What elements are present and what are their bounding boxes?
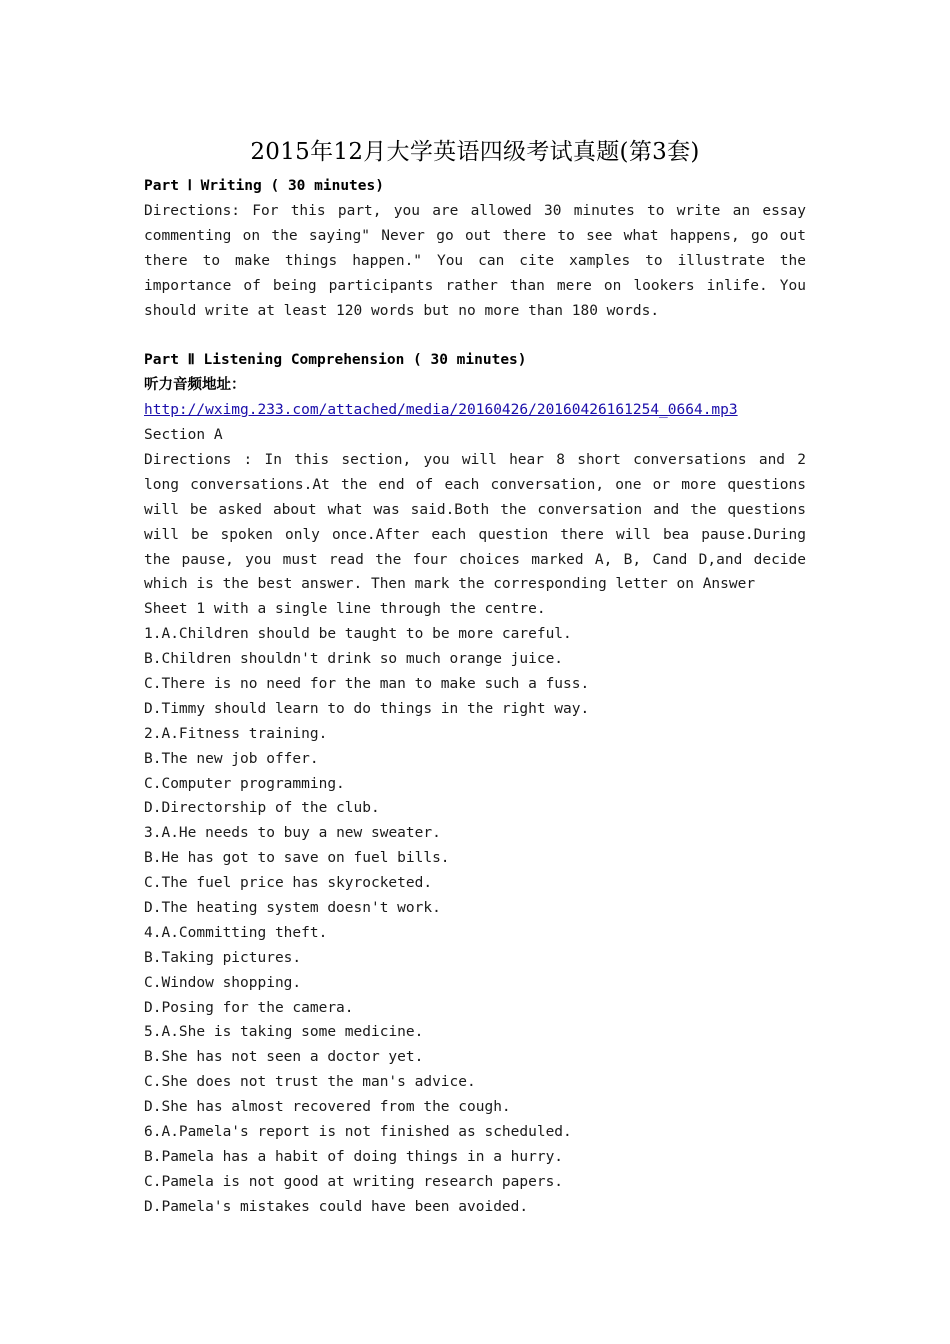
question-number: 4.: [144, 924, 162, 941]
question-option: [144, 971, 806, 996]
option-text: A.Children should be taught to be more careful.: [161, 626, 572, 643]
question-option: [144, 1145, 806, 1170]
option-text: B.He has got to save on fuel bills.: [144, 850, 450, 867]
audio-link-row: [144, 398, 806, 423]
question-option: [144, 1195, 806, 1220]
question-option: [144, 921, 806, 946]
question-option: [144, 1120, 806, 1145]
option-text: D.Timmy should learn to do things in the right way.: [144, 700, 590, 717]
option-text: C.The fuel price has skyrocketed.: [144, 875, 433, 892]
question-number: 2.: [144, 725, 162, 742]
question-option: [144, 722, 806, 747]
option-text: D.Posing for the camera.: [144, 999, 354, 1016]
question-option: [144, 622, 806, 647]
question-option: [144, 672, 806, 697]
option-text: A.Fitness training.: [161, 725, 328, 742]
option-text: A.Pamela's report is not finished as scheduled.: [161, 1124, 572, 1141]
option-text: C.Pamela is not good at writing research papers.: [144, 1173, 564, 1190]
option-text: C.She does not trust the man's advice.: [144, 1074, 476, 1091]
part-1-directions: Directions: For this part, you are allowed 30 minutes to write an essay commenting on the saying" Never go out there to see what happens, go out there to make things happen." You can cite xamples to illustrate the importance of being participants rather than mere on lookers inlife. You should write at least 120 words but no more than 180 words.: [144, 202, 806, 319]
question-option: [144, 647, 806, 672]
option-text: C.Window shopping.: [144, 974, 302, 991]
option-text: B.Children shouldn't drink so much orange juice.: [144, 651, 564, 668]
section-a-directions: Directions : In this section, you will hear 8 short conversations and 2 long conversations.At the end of each conversation, one or more questions will be asked about what was said.Both the conversation and the questions will be spoken only once.After each question there will bea pause.During the pause, you must read the four choices marked A, B, Cand D,and decide which is the best answer. Then mark the corresponding letter on Answer: [144, 451, 806, 593]
question-number: 1.: [144, 626, 162, 643]
part-2-heading: Part Ⅱ Listening Comprehension ( 30 minutes): [144, 352, 527, 369]
question-option: [144, 1095, 806, 1120]
question-option: [144, 846, 806, 871]
option-text: A.Committing theft.: [161, 924, 328, 941]
spacer: [144, 323, 806, 348]
section-heading: Section A: [144, 426, 223, 443]
option-text: D.Pamela's mistakes could have been avoided.: [144, 1198, 529, 1215]
question-option: [144, 747, 806, 772]
option-text: D.She has almost recovered from the cough.: [144, 1099, 511, 1116]
option-text: B.Pamela has a habit of doing things in a hurry.: [144, 1148, 564, 1165]
question-number: 3.: [144, 825, 162, 842]
option-text: D.The heating system doesn't work.: [144, 900, 441, 916]
question-option: [144, 871, 806, 896]
question-option: [144, 697, 806, 722]
question-option: [144, 996, 806, 1021]
question-list: [144, 622, 806, 1219]
question-number: 6.: [144, 1124, 162, 1141]
option-text: C.There is no need for the man to make such a fuss.: [144, 675, 590, 692]
question-option: [144, 1070, 806, 1095]
section-a-directions-end: Sheet 1 with a single line through the centre.: [144, 601, 546, 618]
question-option: [144, 796, 806, 821]
audio-label: 听力音频地址：: [144, 377, 246, 394]
option-text: A.He needs to buy a new sweater.: [161, 825, 441, 842]
question-option: [144, 1020, 806, 1045]
question-option: [144, 772, 806, 797]
option-text: B.She has not seen a doctor yet.: [144, 1049, 424, 1066]
option-text: B.Taking pictures.: [144, 949, 302, 966]
question-option: [144, 1045, 806, 1070]
question-option: [144, 821, 806, 846]
option-text: B.The new job offer.: [144, 750, 319, 767]
question-option: [144, 896, 806, 921]
question-number: 5.: [144, 1024, 162, 1041]
page-title: 2015年12月大学英语四级考试真题(第3套): [250, 139, 700, 165]
option-text: D.Directorship of the club.: [144, 800, 380, 817]
question-option: [144, 946, 806, 971]
part-1-heading: Part Ⅰ Writing ( 30 minutes): [144, 178, 384, 194]
audio-link[interactable]: http://wximg.233.com/attached/media/20160426/20160426161254_0664.mp3: [144, 402, 738, 419]
option-text: A.She is taking some medicine.: [161, 1024, 424, 1041]
question-option: [144, 1170, 806, 1195]
document-body: [144, 174, 806, 1220]
option-text: C.Computer programming.: [144, 775, 345, 792]
